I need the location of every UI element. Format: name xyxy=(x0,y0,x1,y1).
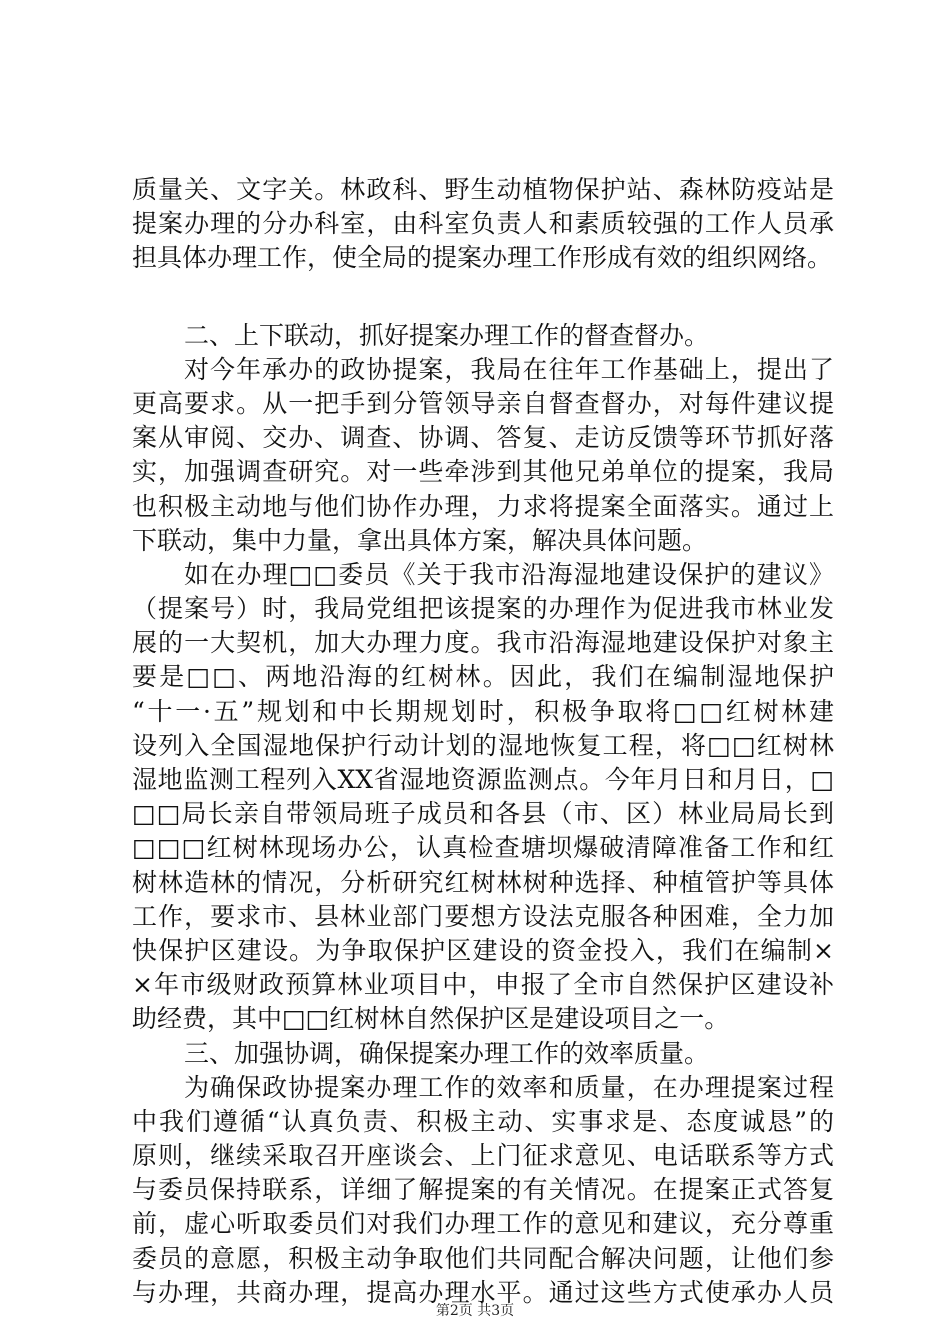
text-line: 前，虚心听取委员们对我们办理工作的意见和建议，充分尊重 xyxy=(132,1209,834,1239)
text-line: 原则，继续采取召开座谈会、上门征求意见、电话联系等方式 xyxy=(132,1141,834,1171)
text-line: 展的一大契机，加大办理力度。我市沿海湿地建设保护对象主 xyxy=(132,628,834,658)
text-line: 中我们遵循“认真负责、积极主动、实事求是、态度诚恳”的 xyxy=(132,1106,834,1136)
text-line: 提案办理的分办科室，由科室负责人和素质较强的工作人员承 xyxy=(132,209,834,239)
page-number-footer: 第2页 共3页 xyxy=(435,1303,515,1319)
text-line: 为确保政协提案办理工作的效率和质量，在办理提案过程 xyxy=(184,1072,834,1102)
text-line: 与委员保持联系，详细了解提案的有关情况。在提案正式答复 xyxy=(132,1175,834,1205)
text-line: 下联动，集中力量，拿出具体方案，解决具体问题。 xyxy=(132,525,708,555)
text-line: 也积极主动地与他们协作办理，力求将提案全面落实。通过上 xyxy=(132,491,834,521)
text-line: 助经费，其中□□红树林自然保护区是建设项目之一。 xyxy=(132,1004,730,1034)
text-line: 要是□□、两地沿海的红树林。因此，我们在编制湿地保护 xyxy=(132,662,834,692)
paragraph-gap xyxy=(132,276,834,319)
text-line: 设列入全国湿地保护行动计划的湿地恢复工程，将□□红树林 xyxy=(132,730,834,760)
text-line: ×年市级财政预算林业项目中，申报了全市自然保护区建设补 xyxy=(132,970,834,1000)
text-line: 更高要求。从一把手到分管领导亲自督查督办，对每件建议提 xyxy=(132,388,834,418)
text-line: 树林造林的情况，分析研究红树林树种选择、种植管护等具体 xyxy=(132,867,834,897)
text-line: 如在办理□□委员《关于我市沿海湿地建设保护的建议》 xyxy=(184,559,834,589)
text-line: 担具体办理工作，使全局的提案办理工作形成有效的组织网络。 xyxy=(132,243,833,273)
text-line: □□局长亲自带领局班子成员和各县（市、区）林业局局长到 xyxy=(132,799,834,829)
text-line: 对今年承办的政协提案，我局在往年工作基础上，提出了 xyxy=(184,354,834,384)
text-line: 快保护区建设。为争取保护区建设的资金投入，我们在编制× xyxy=(132,935,834,965)
text-line: 湿地监测工程列入XX省湿地资源监测点。今年月日和月日，□ xyxy=(132,765,834,794)
text-line: 实，加强调查研究。对一些牵涉到其他兄弟单位的提案，我局 xyxy=(132,457,834,487)
text-line: 工作，要求市、县林业部门要想方设法克服各种困难，全力加 xyxy=(132,901,834,931)
text-line: 质量关、文字关。林政科、野生动植物保护站、森林防疫站是 xyxy=(132,175,834,204)
text-line: “十一·五”规划和中长期规划时，积极争取将□□红树林建 xyxy=(132,696,834,726)
text-line: 案从审阅、交办、调查、协调、答复、走访反馈等环节抓好落 xyxy=(132,423,834,453)
section-heading: 三、加强协调，确保提案办理工作的效率质量。 xyxy=(184,1038,710,1068)
text-line: □□□红树林现场办公，认真检查塘坝爆破清障准备工作和红 xyxy=(132,833,834,863)
section-heading: 二、上下联动，抓好提案办理工作的督查督办。 xyxy=(184,320,710,350)
text-line: 委员的意愿，积极主动争取他们共同配合解决问题，让他们参 xyxy=(132,1243,834,1273)
document-body xyxy=(132,173,834,1310)
text-line: （提案号）时，我局党组把该提案的办理作为促进我市林业发 xyxy=(132,594,834,624)
text-line: 与办理，共商办理，提高办理水平。通过这些方式使承办人员 xyxy=(132,1277,834,1307)
